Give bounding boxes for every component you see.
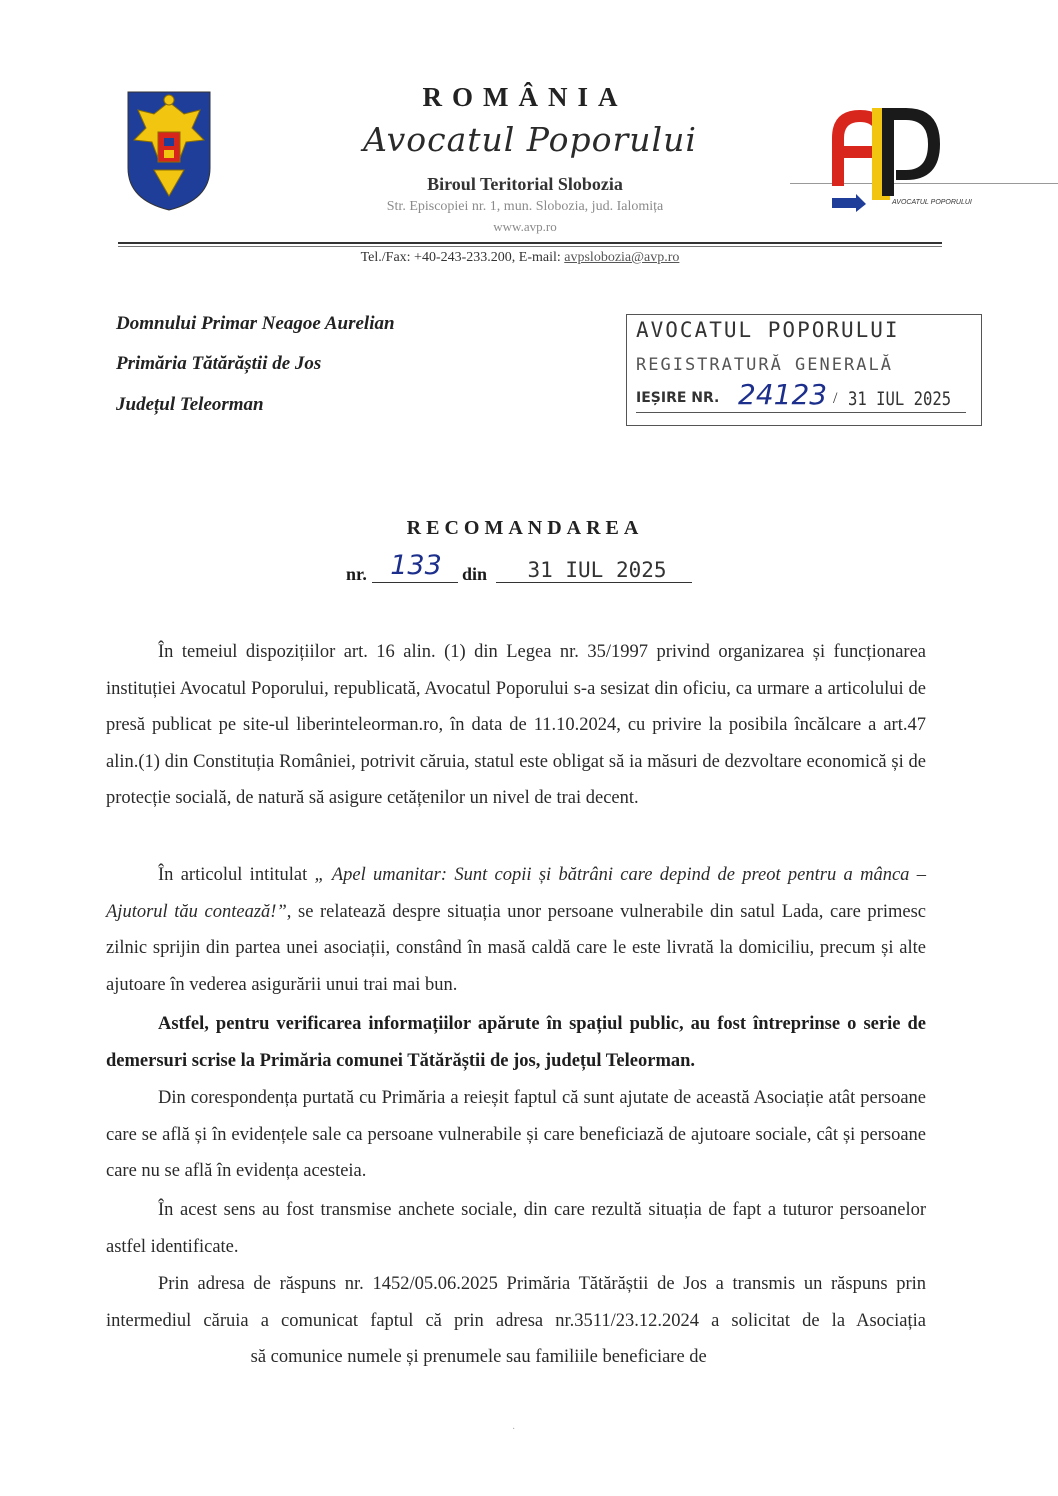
scan-speck: · xyxy=(512,1424,516,1435)
coat-of-arms-icon xyxy=(124,88,214,214)
contact-line xyxy=(200,250,840,266)
date-underline xyxy=(496,582,692,583)
institution-name: Avocatul Poporului xyxy=(363,120,697,159)
number-value: 133 xyxy=(390,550,442,581)
office-address: Str. Episcopiei nr. 1, mun. Slobozia, jud. Ialomița xyxy=(386,199,664,214)
stamp-separator: / xyxy=(833,390,838,407)
stamp-title: AVOCATUL POPORULUI xyxy=(636,318,900,342)
country-name: ROMÂNIA xyxy=(422,82,628,112)
article-summary: , se relatează despre situația unor persoane vulnerabile din satul Lada, care primesc zilnic sprijin din partea unei asociații, constând în masă caldă care le este livrată la domiciliu, precum și alte ajutoare în vederea asigurării unui trai mai bun. xyxy=(106,901,926,995)
document-title: RECOMANDAREA xyxy=(406,517,644,539)
email-link[interactable]: avpslobozia@avp.ro xyxy=(564,250,680,265)
article-title: „ Apel umanitar: Sunt copii și bătrâni care depind de preot pentru a mânca – Ajutorul tău contează!” xyxy=(106,865,926,922)
date-label: din xyxy=(462,564,488,584)
contact-prefix: Tel./Fax: +40-243-233.200, E-mail: xyxy=(360,250,565,265)
addressee-county: Județul Teleorman xyxy=(116,394,264,415)
paragraph-correspondence: Din corespondența purtată cu Primăria a reieșit faptul că sunt ajutate de această Asociație atât persoane care se află și în evidențele sale ca persoane vulnerabile și care beneficiază de ajutoare sociale, cât și persoane care nu se află în evidența acesteia. xyxy=(106,1088,926,1181)
ap-logo-icon xyxy=(826,100,972,218)
paragraph-legal-basis: În temeiul dispozițiilor art. 16 alin. (1) din Legea nr. 35/1997 privind organizarea și funcționarea instituției Avocatul Poporului, republicată, Avocatul Poporului s-a sesizat din oficiu, ca urmare a articolului de presă publicat pe site-ul liberinteleorman.ro, în data de 11.10.2024, cu privire la posibila încălcare a art.47 alin.(1) din Constituția României, potrivit căruia, statul este obligat să ia măsuri de dezvoltare economică și de protecție socială, de natură să asigure cetățenilor un nivel de trai decent. xyxy=(106,642,926,808)
stamp-underline xyxy=(636,412,966,413)
logo-caption: AVOCATUL POPORULUI xyxy=(892,199,972,206)
response-continuation: să comunice numele și prenumele sau familiile beneficiare de xyxy=(250,1347,707,1367)
paragraph-article xyxy=(106,857,926,1003)
addressee-institution: Primăria Tătărăștii de Jos xyxy=(116,353,322,374)
stamp-exit-label: IEȘIRE NR. xyxy=(636,390,720,406)
date-value: 31 IUL 2025 xyxy=(527,558,667,582)
addressee-name: Domnului Primar Neagoe Aurelian xyxy=(116,313,395,334)
header-divider xyxy=(118,242,942,244)
stamp-date: 31 IUL 2025 xyxy=(848,388,952,410)
stamp-subtitle: REGISTRATURĂ GENERALĂ xyxy=(636,355,893,375)
stamp-exit-number: 24123 xyxy=(738,378,828,411)
paragraph-social-inquiries: În acest sens au fost transmise anchete sociale, din care rezultă situația de fapt a tuturor persoanelor astfel identificate. xyxy=(106,1200,926,1257)
article-intro: În articolul intitulat xyxy=(158,865,315,885)
paragraph-response xyxy=(106,1266,926,1376)
header-divider-thin xyxy=(118,246,942,247)
paragraph-verification: Astfel, pentru verificarea informațiilor apărute în spațiul public, au fost întreprinse o serie de demersuri scrise la Primăria comunei Tătărăștii de jos, județul Teleorman. xyxy=(106,1014,926,1071)
number-underline xyxy=(372,582,458,583)
response-text: Prin adresa de răspuns nr. 1452/05.06.2025 Primăria Tătărăștii de Jos a transmis un răspuns prin intermediul căruia a comunicat faptul că prin adresa nr.3511/23.12.2024 a solicitat de la Asociația xyxy=(106,1274,926,1331)
number-label: nr. xyxy=(346,564,367,584)
office-website: www.avp.ro xyxy=(493,219,557,234)
office-name: Biroul Teritorial Slobozia xyxy=(427,174,623,194)
